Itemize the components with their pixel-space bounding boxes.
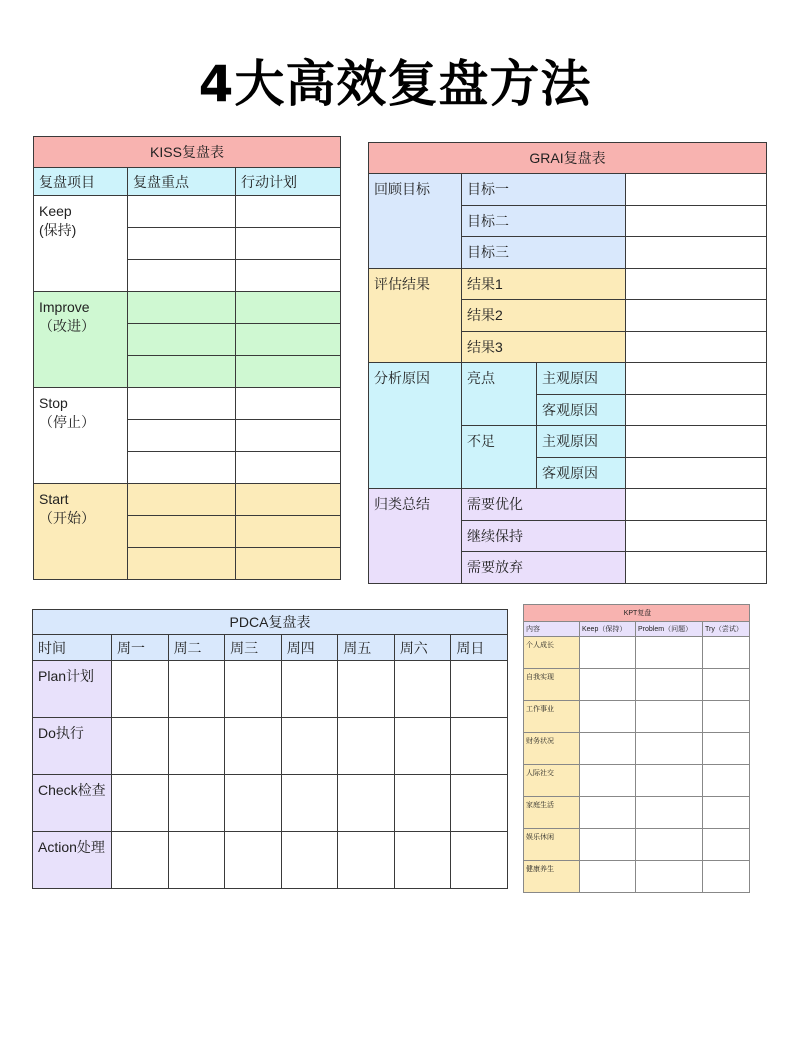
kpt-cell[interactable] <box>703 765 750 797</box>
kiss-cell[interactable] <box>128 548 236 580</box>
pdca-cell[interactable] <box>168 775 225 832</box>
pdca-header-fri: 周五 <box>338 635 395 661</box>
kiss-cell[interactable] <box>128 324 236 356</box>
pdca-cell[interactable] <box>394 775 451 832</box>
kpt-cell[interactable] <box>636 861 703 893</box>
kiss-cell[interactable] <box>236 292 341 324</box>
kiss-start-en: Start <box>39 491 69 507</box>
pdca-title: PDCA复盘表 <box>33 610 508 635</box>
grai-cell[interactable] <box>626 489 767 521</box>
grai-cell[interactable] <box>626 237 767 269</box>
kiss-cell[interactable] <box>236 484 341 516</box>
kpt-cell[interactable] <box>580 765 636 797</box>
kiss-cell[interactable] <box>236 388 341 420</box>
kiss-keep-en: Keep <box>39 203 72 219</box>
kpt-row-finance: 财务状况 <box>524 733 580 765</box>
grai-cell[interactable] <box>626 520 767 552</box>
grai-summary-keep: 继续保持 <box>462 520 626 552</box>
pdca-cell[interactable] <box>225 718 282 775</box>
pdca-cell[interactable] <box>338 832 395 889</box>
pdca-cell[interactable] <box>451 775 508 832</box>
pdca-cell[interactable] <box>281 775 338 832</box>
kiss-stop-cn: （停止） <box>39 414 95 430</box>
kpt-row-self-realization: 自我实现 <box>524 669 580 701</box>
pdca-cell[interactable] <box>225 661 282 718</box>
pdca-cell[interactable] <box>451 718 508 775</box>
pdca-cell[interactable] <box>168 832 225 889</box>
kpt-row-social: 人际社交 <box>524 765 580 797</box>
kpt-cell[interactable] <box>580 701 636 733</box>
grai-goal-1: 目标一 <box>462 174 626 206</box>
pdca-cell[interactable] <box>394 718 451 775</box>
pdca-cell[interactable] <box>281 661 338 718</box>
grai-title: GRAI复盘表 <box>369 143 767 174</box>
kiss-stop-en: Stop <box>39 395 68 411</box>
grai-result-2: 结果2 <box>462 300 626 332</box>
grai-highlight-objective: 客观原因 <box>537 394 626 426</box>
grai-result-3: 结果3 <box>462 331 626 363</box>
kiss-cell[interactable] <box>128 292 236 324</box>
grai-goal-3: 目标三 <box>462 237 626 269</box>
kiss-title: KISS复盘表 <box>34 137 341 168</box>
kpt-table <box>523 604 750 893</box>
pdca-cell[interactable] <box>112 718 169 775</box>
pdca-cell[interactable] <box>451 661 508 718</box>
kpt-header-keep: Keep（保持） <box>580 622 636 637</box>
kiss-cell[interactable] <box>236 228 341 260</box>
kpt-cell[interactable] <box>580 669 636 701</box>
kiss-cell[interactable] <box>128 196 236 228</box>
kiss-improve-cn: （改进） <box>39 318 95 334</box>
kiss-cell[interactable] <box>128 484 236 516</box>
grai-shortcoming-objective: 客观原因 <box>537 457 626 489</box>
kiss-cell[interactable] <box>236 196 341 228</box>
grai-cell[interactable] <box>626 394 767 426</box>
pdca-table <box>32 609 508 889</box>
kiss-header-focus: 复盘重点 <box>128 168 236 196</box>
kiss-section-stop <box>34 388 128 484</box>
kpt-cell[interactable] <box>703 829 750 861</box>
grai-cell[interactable] <box>626 426 767 458</box>
kiss-improve-en: Improve <box>39 299 90 315</box>
kiss-cell[interactable] <box>236 324 341 356</box>
kpt-cell[interactable] <box>636 733 703 765</box>
kiss-start-cn: （开始） <box>39 510 95 526</box>
kpt-cell[interactable] <box>703 701 750 733</box>
pdca-cell[interactable] <box>281 718 338 775</box>
grai-analysis-highlights: 亮点 <box>462 363 537 426</box>
pdca-cell[interactable] <box>168 661 225 718</box>
page-title: 4大高效复盘方法 <box>198 55 592 113</box>
kiss-section-start <box>34 484 128 580</box>
pdca-row-check: Check检查 <box>33 775 112 832</box>
kiss-section-improve <box>34 292 128 388</box>
pdca-header-tue: 周二 <box>168 635 225 661</box>
kiss-cell[interactable] <box>128 420 236 452</box>
kiss-cell[interactable] <box>236 356 341 388</box>
kpt-row-family: 家庭生活 <box>524 797 580 829</box>
pdca-cell[interactable] <box>394 661 451 718</box>
kpt-cell[interactable] <box>580 861 636 893</box>
grai-cell[interactable] <box>626 300 767 332</box>
pdca-header-wed: 周三 <box>225 635 282 661</box>
pdca-cell[interactable] <box>338 661 395 718</box>
pdca-cell[interactable] <box>451 832 508 889</box>
kiss-cell[interactable] <box>236 420 341 452</box>
pdca-cell[interactable] <box>281 832 338 889</box>
grai-summary-abandon: 需要放弃 <box>462 552 626 584</box>
pdca-row-do: Do执行 <box>33 718 112 775</box>
grai-table <box>368 142 767 584</box>
pdca-row-plan: Plan计划 <box>33 661 112 718</box>
kpt-header-problem: Problem（问题） <box>636 622 703 637</box>
pdca-header-time: 时间 <box>33 635 112 661</box>
kpt-cell[interactable] <box>703 797 750 829</box>
kpt-cell[interactable] <box>636 701 703 733</box>
grai-cell[interactable] <box>626 457 767 489</box>
kpt-cell[interactable] <box>636 829 703 861</box>
grai-cell[interactable] <box>626 174 767 206</box>
kpt-header-try: Try（尝试） <box>703 622 750 637</box>
kpt-title: KPT复盘 <box>524 605 750 622</box>
pdca-cell[interactable] <box>112 832 169 889</box>
kiss-cell[interactable] <box>128 388 236 420</box>
kpt-cell[interactable] <box>580 733 636 765</box>
grai-goal-2: 目标二 <box>462 205 626 237</box>
grai-analysis-label: 分析原因 <box>369 363 462 489</box>
pdca-header-sat: 周六 <box>394 635 451 661</box>
kiss-cell[interactable] <box>236 548 341 580</box>
kiss-header-plan: 行动计划 <box>236 168 341 196</box>
kpt-cell[interactable] <box>703 669 750 701</box>
kpt-cell[interactable] <box>580 797 636 829</box>
kpt-row-personal-growth: 个人成长 <box>524 637 580 669</box>
grai-cell[interactable] <box>626 552 767 584</box>
kiss-cell[interactable] <box>128 260 236 292</box>
grai-analysis-shortcomings: 不足 <box>462 426 537 489</box>
grai-cell[interactable] <box>626 205 767 237</box>
kpt-cell[interactable] <box>703 637 750 669</box>
kiss-cell[interactable] <box>128 452 236 484</box>
grai-shortcoming-subjective: 主观原因 <box>537 426 626 458</box>
pdca-row-action: Action处理 <box>33 832 112 889</box>
kiss-keep-cn: (保持) <box>39 222 77 238</box>
kiss-cell[interactable] <box>236 452 341 484</box>
kpt-row-career: 工作事业 <box>524 701 580 733</box>
grai-summary-label: 归类总结 <box>369 489 462 584</box>
kpt-cell[interactable] <box>703 861 750 893</box>
grai-results-label: 评估结果 <box>369 268 462 363</box>
kpt-cell[interactable] <box>580 637 636 669</box>
pdca-header-sun: 周日 <box>451 635 508 661</box>
kiss-cell[interactable] <box>128 516 236 548</box>
kpt-cell[interactable] <box>636 765 703 797</box>
pdca-cell[interactable] <box>338 718 395 775</box>
kpt-row-leisure: 娱乐休闲 <box>524 829 580 861</box>
grai-cell[interactable] <box>626 268 767 300</box>
grai-highlight-subjective: 主观原因 <box>537 363 626 395</box>
kiss-header-item: 复盘项目 <box>34 168 128 196</box>
kpt-row-health: 健康养生 <box>524 861 580 893</box>
pdca-cell[interactable] <box>225 832 282 889</box>
kiss-cell[interactable] <box>128 356 236 388</box>
grai-cell[interactable] <box>626 363 767 395</box>
pdca-header-thu: 周四 <box>281 635 338 661</box>
pdca-cell[interactable] <box>112 775 169 832</box>
kiss-cell[interactable] <box>236 260 341 292</box>
pdca-header-mon: 周一 <box>112 635 169 661</box>
kpt-cell[interactable] <box>580 829 636 861</box>
kiss-table <box>33 136 341 580</box>
pdca-cell[interactable] <box>394 832 451 889</box>
pdca-cell[interactable] <box>112 661 169 718</box>
kiss-section-keep <box>34 196 128 292</box>
grai-result-1: 结果1 <box>462 268 626 300</box>
kpt-cell[interactable] <box>636 797 703 829</box>
kiss-cell[interactable] <box>128 228 236 260</box>
grai-goals-label: 回顾目标 <box>369 174 462 269</box>
pdca-cell[interactable] <box>168 718 225 775</box>
pdca-cell[interactable] <box>225 775 282 832</box>
kpt-cell[interactable] <box>636 637 703 669</box>
grai-summary-optimize: 需要优化 <box>462 489 626 521</box>
kiss-cell[interactable] <box>236 516 341 548</box>
kpt-cell[interactable] <box>703 733 750 765</box>
kpt-header-content: 内容 <box>524 622 580 637</box>
grai-cell[interactable] <box>626 331 767 363</box>
kpt-cell[interactable] <box>636 669 703 701</box>
pdca-cell[interactable] <box>338 775 395 832</box>
